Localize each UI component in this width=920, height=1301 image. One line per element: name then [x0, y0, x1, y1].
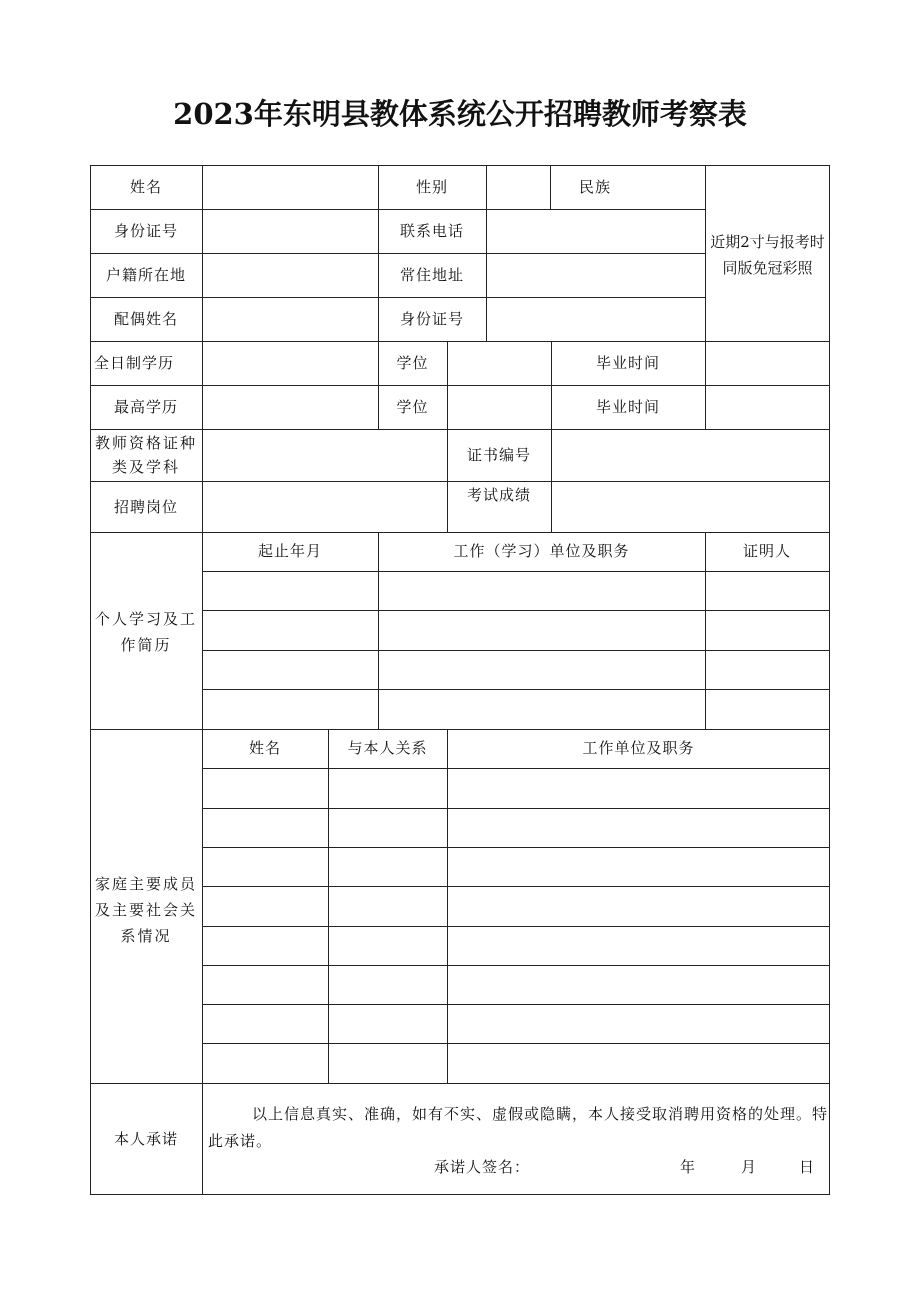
residence-label: 常住地址: [399, 266, 464, 284]
assessment-form: [90, 165, 830, 1195]
graduation-time-label: 毕业时间: [595, 354, 660, 372]
form-title: 2023年东明县教体系统公开招聘教师考察表: [173, 97, 747, 131]
spouse-id-label: 身份证号: [399, 310, 464, 328]
family-relation-input[interactable]: [329, 927, 447, 965]
resume-unit-input[interactable]: [379, 572, 705, 610]
family-work-input[interactable]: [448, 1044, 829, 1082]
resume-period-input[interactable]: [203, 572, 378, 610]
spouse-id-input[interactable]: [487, 298, 705, 341]
teacher-certificate-label: 教师资格证种类及学科: [94, 434, 197, 476]
family-name-input[interactable]: [203, 1005, 328, 1043]
family-name-input[interactable]: [203, 769, 328, 807]
family-name-input[interactable]: [203, 966, 328, 1004]
year-label: 年: [680, 1158, 697, 1176]
degree-input[interactable]: [448, 342, 551, 385]
family-relation-input[interactable]: [329, 966, 447, 1004]
month-label: 月: [741, 1158, 758, 1176]
resume-unit-input[interactable]: [379, 690, 705, 728]
resume-period-input[interactable]: [203, 690, 378, 728]
row-divider: [90, 729, 830, 730]
family-header-relation: 与本人关系: [347, 739, 428, 757]
degree-label: 学位: [396, 398, 429, 416]
phone-label: 联系电话: [399, 222, 464, 240]
family-work-input[interactable]: [448, 1005, 829, 1043]
phone-input[interactable]: [487, 210, 705, 253]
resume-header-unit: 工作（学习）单位及职务: [453, 542, 630, 560]
resume-witness-input[interactable]: [706, 690, 829, 728]
family-work-input[interactable]: [448, 927, 829, 965]
resume-witness-input[interactable]: [706, 572, 829, 610]
promise-label: 本人承诺: [113, 1130, 178, 1148]
fulltime-education-label: 全日制学历: [94, 354, 175, 372]
gender-label: 性别: [415, 178, 448, 196]
promise-text: 以上信息真实、准确，如有不实、虚假或隐瞒，本人接受取消聘用资格的处理。特此承诺。: [208, 1105, 829, 1150]
name-input[interactable]: [203, 166, 378, 209]
family-section-label: 家庭主要成员及主要社会关系情况: [94, 875, 197, 945]
teacher-certificate-input[interactable]: [203, 430, 447, 481]
hukou-input[interactable]: [203, 254, 378, 297]
spouse-name-input[interactable]: [203, 298, 378, 341]
highest-education-label: 最高学历: [113, 398, 178, 416]
certificate-number-label: 证书编号: [466, 446, 531, 464]
resume-unit-input[interactable]: [379, 611, 705, 649]
border-right: [829, 165, 830, 1195]
family-work-input[interactable]: [448, 769, 829, 807]
row-divider: [90, 532, 830, 533]
family-name-input[interactable]: [203, 1044, 328, 1082]
day-label: 日: [799, 1158, 816, 1176]
ethnicity-label: 民族: [578, 178, 611, 196]
family-header-work: 工作单位及职务: [582, 739, 695, 757]
family-relation-input[interactable]: [329, 769, 447, 807]
graduation-time-input[interactable]: [706, 386, 829, 429]
family-work-input[interactable]: [448, 887, 829, 925]
resume-period-input[interactable]: [203, 651, 378, 689]
resume-unit-input[interactable]: [379, 651, 705, 689]
photo-area[interactable]: [706, 166, 829, 341]
name-label: 姓名: [129, 178, 162, 196]
family-work-input[interactable]: [448, 809, 829, 847]
ethnicity-input[interactable]: [641, 166, 705, 209]
resume-period-input[interactable]: [203, 611, 378, 649]
photo-note: 近期2寸与报考时同版免冠彩照: [710, 233, 825, 277]
highest-education-input[interactable]: [203, 386, 378, 429]
recruitment-post-label: 招聘岗位: [113, 498, 178, 516]
fulltime-education-input[interactable]: [203, 342, 378, 385]
spouse-name-label: 配偶姓名: [113, 310, 178, 328]
hukou-label: 户籍所在地: [105, 266, 186, 284]
graduation-time-label: 毕业时间: [595, 398, 660, 416]
family-relation-input[interactable]: [329, 848, 447, 886]
family-name-input[interactable]: [203, 809, 328, 847]
family-name-input[interactable]: [203, 927, 328, 965]
resume-section-label: 个人学习及工作简历: [94, 610, 197, 654]
family-work-input[interactable]: [448, 966, 829, 1004]
row-divider: [90, 1083, 830, 1084]
exam-score-input[interactable]: [552, 482, 829, 532]
family-name-input[interactable]: [203, 848, 328, 886]
resume-header-witness: 证明人: [742, 542, 791, 560]
family-relation-input[interactable]: [329, 1044, 447, 1082]
signature-input[interactable]: [530, 1155, 670, 1179]
family-relation-input[interactable]: [329, 1005, 447, 1043]
resume-witness-input[interactable]: [706, 651, 829, 689]
family-name-input[interactable]: [203, 887, 328, 925]
degree-label: 学位: [396, 354, 429, 372]
resume-header-period: 起止年月: [257, 542, 322, 560]
family-work-input[interactable]: [448, 848, 829, 886]
residence-input[interactable]: [487, 254, 705, 297]
family-relation-input[interactable]: [329, 809, 447, 847]
recruitment-post-input[interactable]: [203, 482, 447, 532]
resume-witness-input[interactable]: [706, 611, 829, 649]
certificate-number-input[interactable]: [552, 430, 829, 481]
exam-score-label: 考试成绩: [466, 486, 531, 504]
id-number-label: 身份证号: [113, 222, 178, 240]
family-relation-input[interactable]: [329, 887, 447, 925]
border-bottom: [90, 1194, 830, 1195]
degree-input[interactable]: [448, 386, 551, 429]
signature-label: 承诺人签名：: [434, 1158, 531, 1176]
family-header-name: 姓名: [248, 739, 281, 757]
graduation-time-input[interactable]: [706, 342, 829, 385]
id-number-input[interactable]: [203, 210, 378, 253]
gender-input[interactable]: [487, 166, 550, 209]
